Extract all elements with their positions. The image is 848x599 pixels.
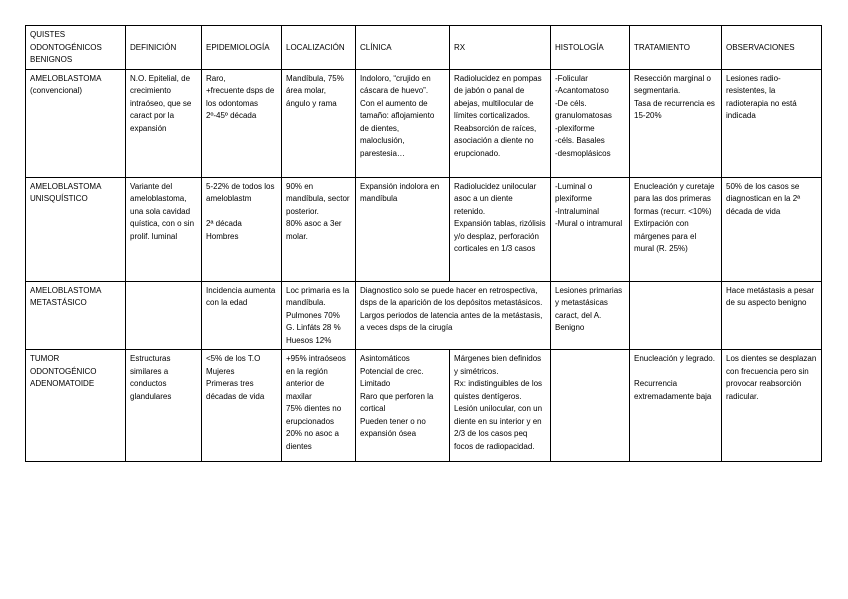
header-label: OBSERVACIONES (726, 42, 795, 52)
localizacion-text: Loc primaria es la mandíbula. Pulmones 70% G. Linfáts 28 % Huesos 12% (286, 285, 350, 345)
cell-tumor-name (26, 69, 126, 177)
localizacion-text: Mandíbula, 75% área molar, ángulo y rama (286, 73, 344, 108)
cell-tratamiento (630, 177, 722, 281)
header-cell-localizacion (282, 26, 356, 70)
definicion-text: Estructuras similares a conductos glandulares (130, 354, 172, 401)
epidemiologia-text: Raro, +frecuente dsps de los odontomas 2º-45º década (206, 73, 275, 120)
header-cell-epidemiologia (202, 26, 282, 70)
cell-tratamiento (630, 350, 722, 462)
header-cell-observaciones (722, 26, 822, 70)
cell-histologia (551, 177, 630, 281)
cell-observaciones (722, 350, 822, 462)
header-cell-histologia (551, 26, 630, 70)
cell-epidemiologia (202, 177, 282, 281)
definicion-text: N.O. Epitelial, de crecimiento intraóseo, que se caract por la expansión (130, 73, 192, 133)
header-cell-tratamiento (630, 26, 722, 70)
clinica-text: Expansión indolora en mandíbula (360, 181, 440, 203)
cell-localizacion (282, 350, 356, 462)
localizacion-text: +95% intraóseos en la región anterior de maxilar 75% dientes no erupcionados 20% no asoc a dientes (286, 354, 346, 451)
header-label: LOCALIZACIÓN (286, 42, 345, 52)
clinica-rx-text: Diagnostico solo se puede hacer en retrospectiva, dsps de la aparición de los depósitos metastásicos. Largos periodos de latencia antes de la metástasis, a veces dsps de la cirugía (360, 285, 543, 332)
definicion-text: Variante del ameloblastoma, una sola cavidad quística, con o sin prolif. luminal (130, 181, 195, 241)
tumors-table (25, 25, 822, 462)
observaciones-text: Los dientes se desplazan con frecuencia pero sin provocar reabsorción radicular. (726, 354, 817, 401)
rx-text: Márgenes bien definidos y simétricos. Rx: indistinguibles de los quistes dentígeros. Lesión unilocular, con un diente en su interior y en 2/3 de los casos peq focos de radiopacidad. (454, 354, 543, 451)
cell-definicion (126, 177, 202, 281)
cell-tratamiento (630, 69, 722, 177)
histologia-text: -Luminal o plexiforme -Intraluminal -Mural o intramural (555, 181, 623, 228)
observaciones-text: Hace metástasis a pesar de su aspecto benigno (726, 285, 815, 307)
tumor-name: TUMOR ODONTOGÉNICO ADENOMATOIDE (30, 354, 97, 388)
cell-definicion (126, 281, 202, 350)
cell-tumor-name (26, 281, 126, 350)
cell-localizacion (282, 281, 356, 350)
histologia-text: Lesiones primarias y metastásicas caract, del A. Benigno (555, 285, 623, 332)
cell-clinica-rx-merged (356, 281, 551, 350)
cell-observaciones (722, 177, 822, 281)
localizacion-text: 90% en mandíbula, sector posterior. 80% asoc a 3er molar. (286, 181, 350, 241)
header-label: EPIDEMIOLOGÍA (206, 42, 270, 52)
header-cell-rx (450, 26, 551, 70)
cell-clinica (356, 350, 450, 462)
cell-observaciones (722, 69, 822, 177)
cell-tumor-name (26, 177, 126, 281)
cell-histologia (551, 350, 630, 462)
cell-rx (450, 69, 551, 177)
tratamiento-text: Resección marginal o segmentaria. Tasa de recurrencia es 15-20% (634, 73, 715, 120)
cell-histologia (551, 69, 630, 177)
cell-definicion (126, 350, 202, 462)
table-row (26, 177, 822, 281)
table-row (26, 69, 822, 177)
rx-text: Radiolucidez unilocular asoc a un diente retenido. Expansión tablas, rizólisis y/o desplaz, perforación corticales en 1/3 casos (454, 181, 546, 253)
header-label: CLÍNICA (360, 42, 392, 52)
cell-localizacion (282, 69, 356, 177)
header-label: HISTOLOGÍA (555, 42, 604, 52)
header-row (26, 26, 822, 70)
tumor-name: AMELOBLASTOMA (convencional) (30, 73, 102, 95)
cell-clinica (356, 177, 450, 281)
cell-histologia (551, 281, 630, 350)
cell-definicion (126, 69, 202, 177)
tumor-name: AMELOBLASTOMA METASTÁSICO (30, 285, 102, 307)
rx-text: Radiolucidez en pompas de jabón o panal de abejas, multilocular de límites corticalizados. Reabsorción de raíces, asociación a diente no erupcionado. (454, 73, 542, 158)
cell-rx (450, 350, 551, 462)
cell-epidemiologia (202, 281, 282, 350)
header-cell-tumor (26, 26, 126, 70)
tratamiento-text: Enucleación y legrado. Recurrencia extremadamente baja (634, 354, 715, 401)
header-label: TRATAMIENTO (634, 42, 690, 52)
epidemiologia-text: <5% de los T.O Mujeres Primeras tres décadas de vida (206, 354, 265, 401)
header-cell-clinica (356, 26, 450, 70)
cell-localizacion (282, 177, 356, 281)
cell-tumor-name (26, 350, 126, 462)
cell-epidemiologia (202, 69, 282, 177)
epidemiologia-text: Incidencia aumenta con la edad (206, 285, 276, 307)
table-row (26, 281, 822, 350)
cell-epidemiologia (202, 350, 282, 462)
cell-clinica (356, 69, 450, 177)
tratamiento-text: Enucleación y curetaje para las dos primeras formas (recurr. <10%) Extirpación con márgenes para el mural (R. 25%) (634, 181, 715, 253)
header-cell-definicion (126, 26, 202, 70)
observaciones-text: Lesiones radio-resistentes, la radioterapia no está indicada (726, 73, 797, 120)
observaciones-text: 50% de los casos se diagnostican en la 2ª década de vida (726, 181, 801, 216)
cell-observaciones (722, 281, 822, 350)
header-label: RX (454, 42, 466, 52)
cell-tratamiento (630, 281, 722, 350)
clinica-text: Asintomáticos Potencial de crec. Limitado Raro que perforen la cortical Pueden tener o no expansión ósea (360, 354, 434, 438)
header-label: DEFINICIÓN (130, 42, 177, 52)
epidemiologia-text: 5-22% de todos los ameloblastm 2ª década Hombres (206, 181, 275, 241)
cell-rx (450, 177, 551, 281)
table-row (26, 350, 822, 462)
header-label: QUISTES ODONTOGÉNICOS BENIGNOS (30, 30, 102, 64)
clinica-text: Indoloro, “crujido en cáscara de huevo”. Con el aumento de tamaño: aflojamiento de dientes, maloclusión, parestesia… (360, 73, 435, 158)
tumor-name: AMELOBLASTOMA UNISQUÍSTICO (30, 181, 102, 203)
histologia-text: -Folicular -Acantomatoso -De céls. granulomatosas -plexiforme -céls. Basales -desmoplásicos (555, 73, 612, 158)
